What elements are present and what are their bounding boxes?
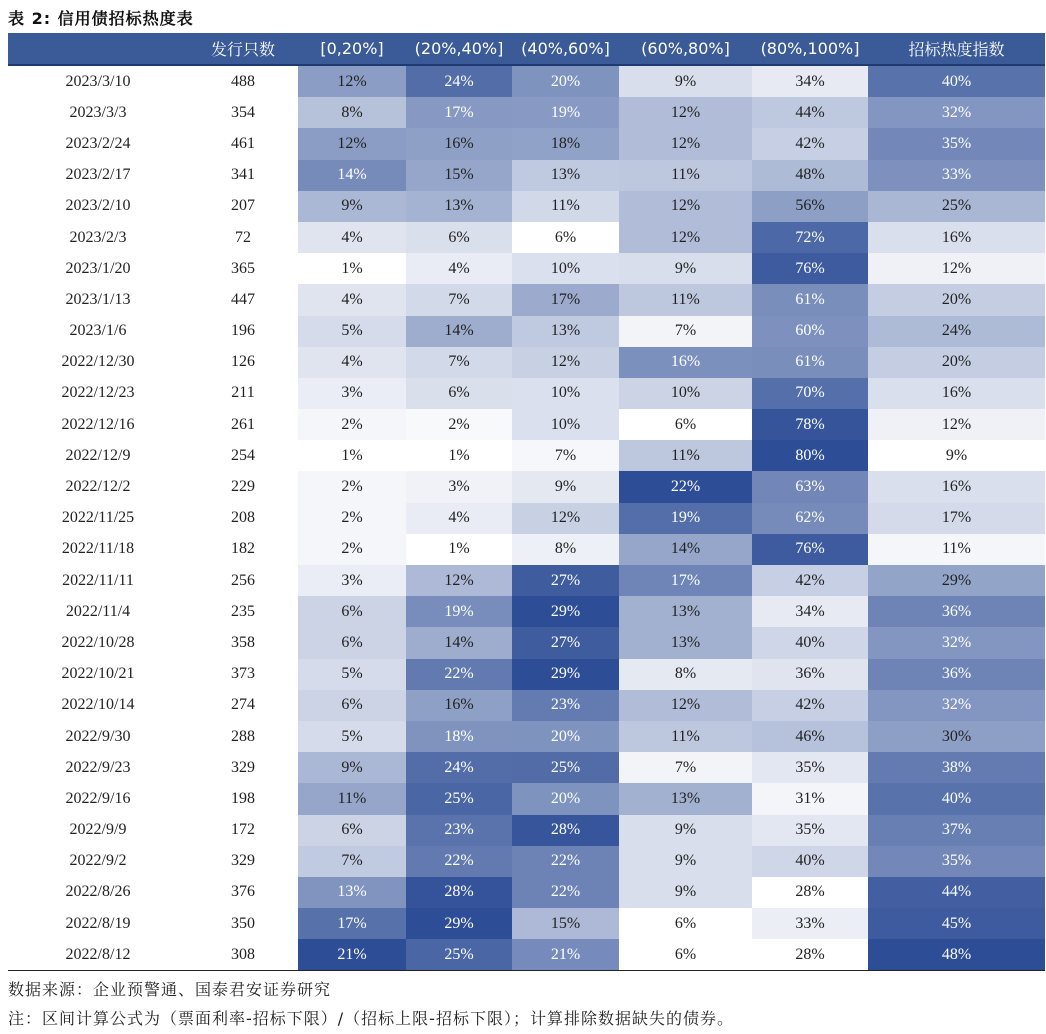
cell-range-0-20: 2% xyxy=(298,534,406,565)
table-row xyxy=(8,815,1045,846)
cell-range-20-40: 22% xyxy=(406,659,512,690)
cell-range-80-100: 35% xyxy=(752,752,868,783)
cell-date: 2022/8/26 xyxy=(65,883,131,901)
cell-range-0-20: 6% xyxy=(298,690,406,721)
cell-range-80-100: 76% xyxy=(752,534,868,565)
table-row xyxy=(8,191,1045,222)
cell-range-60-80: 12% xyxy=(619,690,752,721)
cell-range-60-80: 9% xyxy=(619,877,752,908)
cell-date: 2022/8/19 xyxy=(65,914,131,932)
cell-range-80-100: 35% xyxy=(752,815,868,846)
header-date xyxy=(8,33,188,65)
cell-range-80-100: 33% xyxy=(752,908,868,939)
cell-heat-index: 20% xyxy=(868,284,1045,315)
cell-range-20-40: 14% xyxy=(406,627,512,658)
cell-range-60-80: 12% xyxy=(619,222,752,253)
table-row xyxy=(8,65,1045,97)
cell-range-40-60: 18% xyxy=(512,128,619,159)
cell-heat-index: 30% xyxy=(868,721,1045,752)
table-row xyxy=(8,128,1045,159)
cell-date: 2022/11/25 xyxy=(61,509,135,527)
cell-range-20-40: 12% xyxy=(406,565,512,596)
cell-heat-index: 24% xyxy=(868,316,1045,347)
cell-date: 2022/9/30 xyxy=(65,727,131,745)
cell-range-20-40: 1% xyxy=(406,534,512,565)
cell-range-80-100: 42% xyxy=(752,690,868,721)
cell-range-0-20: 4% xyxy=(298,347,406,378)
cell-date: 2023/2/17 xyxy=(65,166,131,184)
cell-range-0-20: 13% xyxy=(298,877,406,908)
table-row xyxy=(8,222,1045,253)
cell-range-0-20: 1% xyxy=(298,440,406,471)
cell-issue-count: 256 xyxy=(231,571,255,589)
cell-range-80-100: 62% xyxy=(752,503,868,534)
cell-range-80-100: 63% xyxy=(752,471,868,502)
cell-range-80-100: 78% xyxy=(752,409,868,440)
cell-heat-index: 16% xyxy=(868,222,1045,253)
cell-range-40-60: 29% xyxy=(512,596,619,627)
table-row xyxy=(8,659,1045,690)
cell-issue-count: 373 xyxy=(231,665,255,683)
cell-range-60-80: 6% xyxy=(619,939,752,971)
cell-range-40-60: 8% xyxy=(512,534,619,565)
cell-heat-index: 45% xyxy=(868,908,1045,939)
table-row xyxy=(8,97,1045,128)
cell-range-40-60: 13% xyxy=(512,316,619,347)
cell-issue-count: 358 xyxy=(231,633,255,651)
cell-range-20-40: 7% xyxy=(406,347,512,378)
cell-date: 2022/12/23 xyxy=(61,384,135,402)
header-range-40-60: (40%,60%] xyxy=(512,33,619,65)
cell-range-40-60: 11% xyxy=(512,191,619,222)
cell-range-20-40: 7% xyxy=(406,284,512,315)
cell-heat-index: 40% xyxy=(868,783,1045,814)
cell-range-20-40: 25% xyxy=(406,939,512,971)
cell-heat-index: 48% xyxy=(868,939,1045,971)
cell-range-60-80: 11% xyxy=(619,440,752,471)
table-row xyxy=(8,627,1045,658)
cell-range-40-60: 12% xyxy=(512,347,619,378)
cell-range-0-20: 4% xyxy=(298,222,406,253)
cell-issue-count: 447 xyxy=(231,290,255,308)
cell-range-40-60: 6% xyxy=(512,222,619,253)
cell-heat-index: 32% xyxy=(868,627,1045,658)
table-row xyxy=(8,378,1045,409)
cell-date: 2023/1/6 xyxy=(69,322,127,340)
cell-date: 2023/3/3 xyxy=(69,103,127,121)
cell-range-0-20: 21% xyxy=(298,939,406,971)
cell-issue-count: 365 xyxy=(231,259,255,277)
cell-range-60-80: 12% xyxy=(619,97,752,128)
cell-range-80-100: 80% xyxy=(752,440,868,471)
cell-range-0-20: 2% xyxy=(298,471,406,502)
cell-range-20-40: 4% xyxy=(406,253,512,284)
cell-date: 2022/12/30 xyxy=(61,353,135,371)
cell-range-80-100: 28% xyxy=(752,939,868,971)
cell-heat-index: 12% xyxy=(868,409,1045,440)
header-issue-count: 发行只数 xyxy=(188,33,298,65)
header-heat-index: 招标热度指数 xyxy=(868,33,1045,65)
cell-date: 2022/9/16 xyxy=(65,789,131,807)
cell-range-80-100: 61% xyxy=(752,347,868,378)
cell-range-80-100: 72% xyxy=(752,222,868,253)
cell-date: 2023/2/10 xyxy=(65,197,131,215)
cell-range-40-60: 9% xyxy=(512,471,619,502)
cell-heat-index: 35% xyxy=(868,128,1045,159)
cell-range-60-80: 17% xyxy=(619,565,752,596)
cell-heat-index: 36% xyxy=(868,659,1045,690)
cell-range-0-20: 12% xyxy=(298,128,406,159)
cell-issue-count: 72 xyxy=(235,228,251,246)
cell-issue-count: 376 xyxy=(231,883,255,901)
cell-range-0-20: 7% xyxy=(298,846,406,877)
cell-range-80-100: 34% xyxy=(752,65,868,97)
cell-date: 2022/9/2 xyxy=(69,852,127,870)
cell-range-0-20: 6% xyxy=(298,596,406,627)
cell-range-20-40: 4% xyxy=(406,503,512,534)
cell-issue-count: 254 xyxy=(231,446,255,464)
cell-range-60-80: 6% xyxy=(619,908,752,939)
cell-range-40-60: 25% xyxy=(512,752,619,783)
cell-range-80-100: 60% xyxy=(752,316,868,347)
cell-issue-count: 172 xyxy=(231,821,255,839)
cell-range-60-80: 13% xyxy=(619,783,752,814)
table-row xyxy=(8,409,1045,440)
table-row xyxy=(8,565,1045,596)
cell-date: 2022/9/9 xyxy=(69,821,127,839)
cell-range-20-40: 16% xyxy=(406,128,512,159)
cell-range-60-80: 22% xyxy=(619,471,752,502)
cell-issue-count: 126 xyxy=(231,353,255,371)
table-row xyxy=(8,596,1045,627)
cell-issue-count: 196 xyxy=(231,322,255,340)
cell-heat-index: 9% xyxy=(868,440,1045,471)
cell-range-80-100: 42% xyxy=(752,565,868,596)
cell-issue-count: 308 xyxy=(188,939,298,971)
header-range-20-40: (20%,40%] xyxy=(406,33,512,65)
cell-range-60-80: 11% xyxy=(619,721,752,752)
bond-bidding-heat-table xyxy=(8,33,1045,971)
cell-heat-index: 20% xyxy=(868,347,1045,378)
table-row xyxy=(8,503,1045,534)
cell-range-60-80: 12% xyxy=(619,191,752,222)
cell-date: 2023/2/24 xyxy=(65,134,131,152)
cell-range-40-60: 10% xyxy=(512,253,619,284)
cell-range-20-40: 14% xyxy=(406,316,512,347)
cell-date: 2023/2/3 xyxy=(69,228,127,246)
cell-range-40-60: 27% xyxy=(512,565,619,596)
table-row xyxy=(8,471,1045,502)
cell-issue-count: 329 xyxy=(231,758,255,776)
cell-range-60-80: 13% xyxy=(619,596,752,627)
cell-range-20-40: 13% xyxy=(406,191,512,222)
cell-range-80-100: 56% xyxy=(752,191,868,222)
cell-range-40-60: 22% xyxy=(512,877,619,908)
cell-issue-count: 488 xyxy=(231,72,255,90)
cell-heat-index: 17% xyxy=(868,503,1045,534)
table-title: 表 2: 信用债招标热度表 xyxy=(8,9,194,28)
cell-range-80-100: 36% xyxy=(752,659,868,690)
cell-range-60-80: 9% xyxy=(619,253,752,284)
cell-heat-index: 11% xyxy=(868,534,1045,565)
cell-heat-index: 16% xyxy=(868,471,1045,502)
cell-range-80-100: 31% xyxy=(752,783,868,814)
cell-date: 2022/11/4 xyxy=(65,602,131,620)
cell-range-60-80: 6% xyxy=(619,409,752,440)
table-row xyxy=(8,877,1045,908)
cell-range-80-100: 61% xyxy=(752,284,868,315)
cell-range-20-40: 3% xyxy=(406,471,512,502)
cell-range-0-20: 8% xyxy=(298,97,406,128)
cell-range-40-60: 27% xyxy=(512,627,619,658)
cell-range-60-80: 11% xyxy=(619,160,752,191)
cell-heat-index: 32% xyxy=(868,97,1045,128)
cell-range-20-40: 24% xyxy=(406,752,512,783)
header-range-80-100: (80%,100%] xyxy=(752,33,868,65)
table-row xyxy=(8,284,1045,315)
cell-date: 2022/9/23 xyxy=(65,758,131,776)
cell-range-20-40: 16% xyxy=(406,690,512,721)
cell-date: 2022/12/2 xyxy=(65,478,131,496)
cell-range-20-40: 23% xyxy=(406,815,512,846)
cell-range-40-60: 22% xyxy=(512,846,619,877)
cell-range-0-20: 1% xyxy=(298,253,406,284)
cell-range-60-80: 10% xyxy=(619,378,752,409)
cell-range-60-80: 11% xyxy=(619,284,752,315)
cell-range-20-40: 19% xyxy=(406,596,512,627)
table-row xyxy=(8,534,1045,565)
cell-range-0-20: 5% xyxy=(298,659,406,690)
cell-range-60-80: 9% xyxy=(619,815,752,846)
cell-issue-count: 211 xyxy=(231,384,255,402)
cell-issue-count: 208 xyxy=(231,509,255,527)
cell-issue-count: 288 xyxy=(231,727,255,745)
cell-range-40-60: 10% xyxy=(512,378,619,409)
table-row xyxy=(8,939,1045,971)
formula-note: 注：区间计算公式为（票面利率-招标下限）/（招标上限-招标下限）；计算排除数据缺失的债券。 xyxy=(8,1009,734,1028)
cell-range-60-80: 9% xyxy=(619,65,752,97)
cell-range-40-60: 20% xyxy=(512,65,619,97)
cell-range-80-100: 34% xyxy=(752,596,868,627)
cell-range-20-40: 6% xyxy=(406,378,512,409)
cell-range-80-100: 46% xyxy=(752,721,868,752)
cell-range-60-80: 7% xyxy=(619,316,752,347)
cell-issue-count: 182 xyxy=(231,540,255,558)
cell-range-0-20: 2% xyxy=(298,503,406,534)
cell-range-0-20: 12% xyxy=(298,65,406,97)
cell-heat-index: 40% xyxy=(868,65,1045,97)
cell-range-80-100: 42% xyxy=(752,128,868,159)
cell-heat-index: 44% xyxy=(868,877,1045,908)
cell-range-0-20: 4% xyxy=(298,284,406,315)
cell-range-0-20: 2% xyxy=(298,409,406,440)
cell-range-60-80: 19% xyxy=(619,503,752,534)
table-row xyxy=(8,721,1045,752)
cell-range-40-60: 12% xyxy=(512,503,619,534)
cell-range-60-80: 9% xyxy=(619,846,752,877)
cell-range-0-20: 14% xyxy=(298,160,406,191)
cell-heat-index: 37% xyxy=(868,815,1045,846)
cell-heat-index: 12% xyxy=(868,253,1045,284)
cell-range-0-20: 9% xyxy=(298,752,406,783)
cell-range-0-20: 9% xyxy=(298,191,406,222)
cell-range-20-40: 2% xyxy=(406,409,512,440)
cell-range-20-40: 29% xyxy=(406,908,512,939)
cell-issue-count: 341 xyxy=(231,166,255,184)
cell-date: 2022/8/12 xyxy=(8,939,188,971)
cell-date: 2022/11/18 xyxy=(61,540,135,558)
cell-range-40-60: 15% xyxy=(512,908,619,939)
header-range-60-80: (60%,80%] xyxy=(619,33,752,65)
cell-range-20-40: 17% xyxy=(406,97,512,128)
table-row xyxy=(8,347,1045,378)
cell-range-40-60: 10% xyxy=(512,409,619,440)
cell-issue-count: 354 xyxy=(231,103,255,121)
cell-heat-index: 16% xyxy=(868,378,1045,409)
cell-range-80-100: 76% xyxy=(752,253,868,284)
cell-issue-count: 329 xyxy=(231,852,255,870)
cell-heat-index: 32% xyxy=(868,690,1045,721)
cell-range-0-20: 3% xyxy=(298,378,406,409)
table-row xyxy=(8,160,1045,191)
cell-range-80-100: 44% xyxy=(752,97,868,128)
cell-heat-index: 33% xyxy=(868,160,1045,191)
cell-range-40-60: 13% xyxy=(512,160,619,191)
cell-issue-count: 229 xyxy=(231,478,255,496)
cell-range-80-100: 40% xyxy=(752,846,868,877)
table-row xyxy=(8,440,1045,471)
cell-heat-index: 35% xyxy=(868,846,1045,877)
cell-date: 2023/3/10 xyxy=(65,72,131,90)
cell-range-20-40: 18% xyxy=(406,721,512,752)
table-row xyxy=(8,783,1045,814)
cell-range-40-60: 20% xyxy=(512,783,619,814)
cell-range-0-20: 6% xyxy=(298,815,406,846)
cell-range-20-40: 6% xyxy=(406,222,512,253)
cell-range-40-60: 21% xyxy=(512,939,619,971)
cell-range-40-60: 7% xyxy=(512,440,619,471)
cell-issue-count: 350 xyxy=(231,914,255,932)
cell-range-20-40: 15% xyxy=(406,160,512,191)
cell-range-60-80: 8% xyxy=(619,659,752,690)
notes xyxy=(8,975,734,1033)
cell-range-20-40: 1% xyxy=(406,440,512,471)
cell-range-80-100: 28% xyxy=(752,877,868,908)
cell-date: 2022/11/11 xyxy=(62,571,134,589)
cell-date: 2022/12/16 xyxy=(61,415,135,433)
cell-issue-count: 274 xyxy=(231,696,255,714)
table-row xyxy=(8,316,1045,347)
cell-date: 2022/10/14 xyxy=(61,696,135,714)
cell-range-40-60: 20% xyxy=(512,721,619,752)
table-row xyxy=(8,690,1045,721)
cell-range-0-20: 3% xyxy=(298,565,406,596)
cell-range-20-40: 28% xyxy=(406,877,512,908)
cell-date: 2022/10/21 xyxy=(61,665,135,683)
cell-range-80-100: 48% xyxy=(752,160,868,191)
cell-range-0-20: 17% xyxy=(298,908,406,939)
table-row xyxy=(8,752,1045,783)
cell-issue-count: 461 xyxy=(231,134,255,152)
table-row xyxy=(8,908,1045,939)
cell-range-60-80: 7% xyxy=(619,752,752,783)
cell-range-80-100: 70% xyxy=(752,378,868,409)
cell-range-20-40: 22% xyxy=(406,846,512,877)
cell-range-40-60: 19% xyxy=(512,97,619,128)
cell-heat-index: 38% xyxy=(868,752,1045,783)
source-note: 数据来源：企业预警通、国泰君安证券研究 xyxy=(8,980,332,999)
cell-date: 2023/1/20 xyxy=(65,259,131,277)
cell-range-40-60: 23% xyxy=(512,690,619,721)
cell-heat-index: 29% xyxy=(868,565,1045,596)
cell-range-0-20: 5% xyxy=(298,316,406,347)
cell-range-60-80: 13% xyxy=(619,627,752,658)
cell-heat-index: 25% xyxy=(868,191,1045,222)
header-row xyxy=(8,33,1045,65)
cell-range-0-20: 5% xyxy=(298,721,406,752)
cell-date: 2022/12/9 xyxy=(65,446,131,464)
cell-range-80-100: 40% xyxy=(752,627,868,658)
cell-issue-count: 235 xyxy=(231,602,255,620)
cell-issue-count: 207 xyxy=(231,197,255,215)
cell-range-20-40: 25% xyxy=(406,783,512,814)
cell-issue-count: 198 xyxy=(231,789,255,807)
cell-range-60-80: 16% xyxy=(619,347,752,378)
cell-date: 2022/10/28 xyxy=(61,633,135,651)
table-row xyxy=(8,253,1045,284)
cell-range-60-80: 14% xyxy=(619,534,752,565)
cell-range-0-20: 11% xyxy=(298,783,406,814)
cell-heat-index: 36% xyxy=(868,596,1045,627)
cell-range-20-40: 24% xyxy=(406,65,512,97)
cell-range-0-20: 6% xyxy=(298,627,406,658)
cell-range-60-80: 12% xyxy=(619,128,752,159)
cell-range-40-60: 28% xyxy=(512,815,619,846)
cell-range-40-60: 29% xyxy=(512,659,619,690)
cell-date: 2023/1/13 xyxy=(65,290,131,308)
table-row xyxy=(8,846,1045,877)
cell-range-40-60: 17% xyxy=(512,284,619,315)
cell-issue-count: 261 xyxy=(231,415,255,433)
header-range-0-20: [0,20%] xyxy=(298,33,406,65)
